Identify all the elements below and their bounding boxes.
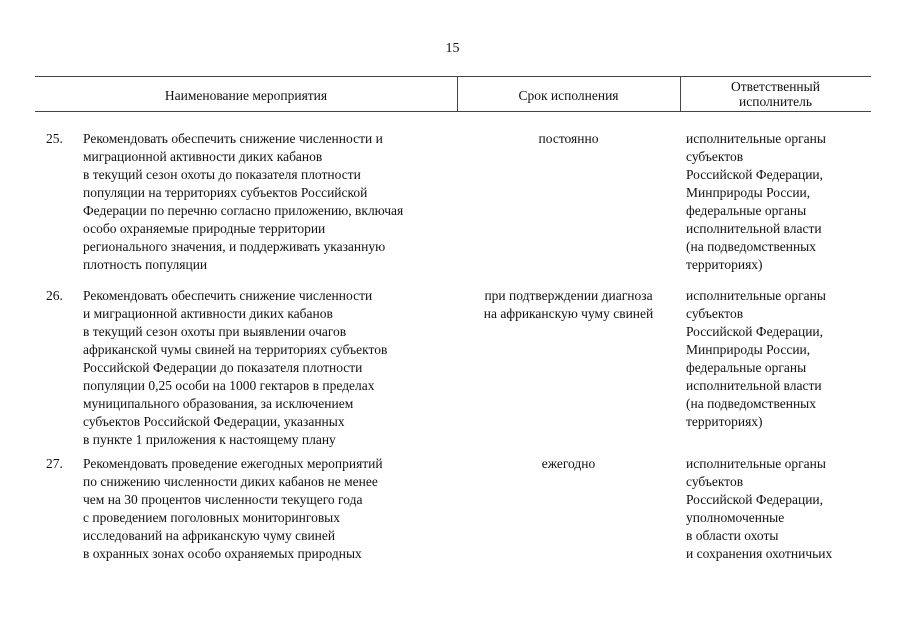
header-activity-name: Наименование мероприятия — [164, 88, 328, 103]
text-line: африканской чумы свиней на территориях субъектов — [83, 342, 388, 357]
activity-description — [83, 130, 455, 274]
text-line: Российской Федерации до показателя плотности — [83, 360, 363, 375]
text-line: Российской Федерации, — [686, 324, 824, 339]
text-line: популяции 0,25 особи на 1000 гектаров в пределах — [83, 378, 375, 393]
text-line: Российской Федерации, — [686, 167, 824, 182]
text-line: в пункте 1 приложения к настоящему плану — [83, 432, 336, 447]
text-line: в текущий сезон охоты при выявлении очагов — [83, 324, 347, 339]
text-line: субъектов — [686, 149, 744, 164]
deadline-cell — [460, 130, 677, 148]
text-line: исполнительные органы — [686, 456, 826, 471]
text-line: Рекомендовать обеспечить снижение численности и — [83, 131, 383, 146]
activity-description — [83, 455, 455, 563]
text-line: (на подведомственных — [686, 396, 817, 411]
text-line: Федерации по перечню согласно приложению, включая — [83, 203, 404, 218]
page-number: 15 — [445, 41, 460, 56]
text-line: исполнительной власти — [686, 221, 822, 236]
text-line: при подтверждении диагноза — [484, 288, 653, 303]
item-number: 27. — [46, 456, 63, 471]
text-line: с проведением поголовных мониторинговых — [83, 510, 341, 525]
header-responsible — [680, 79, 871, 109]
table-header-top-rule — [35, 76, 871, 77]
text-line: миграционной активности диких кабанов — [83, 149, 323, 164]
text-line: Рекомендовать обеспечить снижение численности — [83, 288, 373, 303]
responsible-cell — [686, 130, 876, 274]
text-line: Российской Федерации, — [686, 492, 824, 507]
text-line: муниципального образования, за исключением — [83, 396, 354, 411]
text-line: по снижению численности диких кабанов не менее — [83, 474, 378, 489]
text-line: чем на 30 процентов численности текущего года — [83, 492, 363, 507]
table-header-bottom-rule — [35, 111, 871, 112]
text-line: Минприроды России, — [686, 185, 811, 200]
text-line: исполнительной власти — [686, 378, 822, 393]
text-line: исполнительные органы — [686, 288, 826, 303]
text-line: в текущий сезон охоты до показателя плотности — [83, 167, 361, 182]
text-line: регионального значения, и поддерживать указанную — [83, 239, 386, 254]
header-deadline: Срок исполнения — [518, 88, 619, 103]
item-number: 26. — [46, 288, 63, 303]
text-line: уполномоченные — [686, 510, 785, 525]
text-line: федеральные органы — [686, 203, 807, 218]
text-line: (на подведомственных — [686, 239, 817, 254]
header-responsible-line: Ответственный — [731, 79, 820, 94]
text-line: территориях) — [686, 414, 763, 429]
text-line: субъектов Российской Федерации, указанных — [83, 414, 345, 429]
text-line: исполнительные органы — [686, 131, 826, 146]
text-line: и сохранения охотничьих — [686, 546, 833, 561]
text-line: постоянно — [538, 131, 599, 146]
deadline-cell — [460, 287, 677, 323]
text-line: и миграционной активности диких кабанов — [83, 306, 333, 321]
text-line: плотность популяции — [83, 257, 208, 272]
text-line: особо охраняемые природные территории — [83, 221, 326, 236]
text-line: в области охоты — [686, 528, 779, 543]
header-responsible-line: исполнитель — [739, 94, 812, 109]
text-line: Минприроды России, — [686, 342, 811, 357]
responsible-cell — [686, 455, 876, 563]
text-line: в охранных зонах особо охраняемых природных — [83, 546, 362, 561]
text-line: территориях) — [686, 257, 763, 272]
text-line: популяции на территориях субъектов Российской — [83, 185, 368, 200]
text-line: на африканскую чуму свиней — [483, 306, 654, 321]
activity-description — [83, 287, 455, 449]
text-line: субъектов — [686, 474, 744, 489]
text-line: ежегодно — [541, 456, 596, 471]
responsible-cell — [686, 287, 876, 431]
text-line: федеральные органы — [686, 360, 807, 375]
text-line: исследований на африканскую чуму свиней — [83, 528, 336, 543]
deadline-cell — [460, 455, 677, 473]
text-line: субъектов — [686, 306, 744, 321]
text-line: Рекомендовать проведение ежегодных мероприятий — [83, 456, 383, 471]
item-number: 25. — [46, 131, 63, 146]
